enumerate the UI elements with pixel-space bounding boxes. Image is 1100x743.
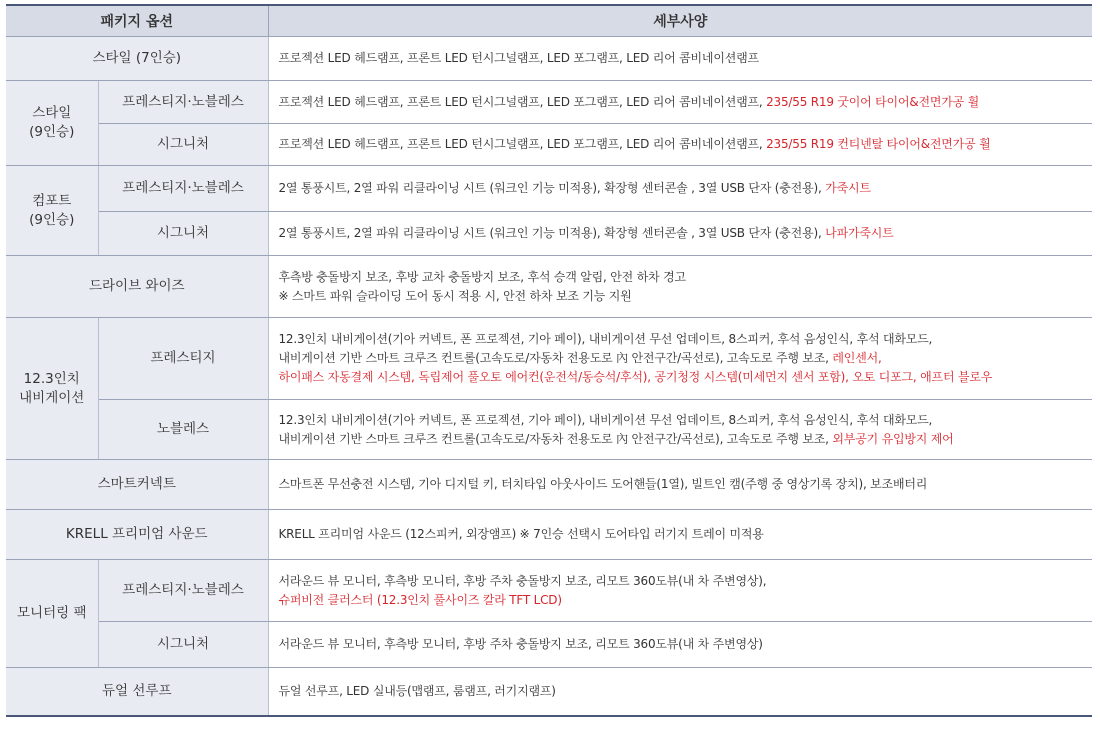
- table-row: [6, 124, 1092, 166]
- option-name: [6, 166, 98, 256]
- spec-cell: [268, 212, 1092, 256]
- table-row: [6, 256, 1092, 318]
- table-header-row: [6, 5, 1092, 37]
- table-row: [6, 81, 1092, 124]
- option-name: [6, 318, 98, 460]
- spec-text: 프로젝션 LED 헤드램프, 프론트 LED 턴시그널램프, LED 포그램프, LED 리어 콤비네이션램프,: [278, 137, 767, 151]
- spec-text: 2열 통풍시트, 2열 파워 리클라이닝 시트 (워크인 기능 미적용), 확장형 센터콘솔 , 3열 USB 단자 (충전용),: [278, 181, 826, 195]
- option-name: 스마트커넥트: [6, 460, 268, 510]
- option-name: KRELL 프리미엄 사운드: [6, 510, 268, 560]
- spec-highlight: 235/55 R19 컨티넨탈 타이어&전면가공 휠: [766, 137, 991, 151]
- spec-cell: [268, 560, 1092, 622]
- spec-cell: [268, 124, 1092, 166]
- spec-text: 내비게이션 기반 스마트 크루즈 컨트롤(고속도로/자동차 전용도로 內 안전구간/곡선로), 고속도로 주행 보조,: [278, 431, 833, 446]
- table-row: [6, 668, 1092, 716]
- spec-cell: [268, 81, 1092, 124]
- package-options-table: [6, 4, 1092, 717]
- spec-note: ※ 스마트 파워 슬라이딩 도어 동시 적용 시, 안전 하차 보조 기능 지원: [278, 288, 632, 303]
- option-name: 스타일 (7인승): [6, 37, 268, 81]
- trim-name: 노블레스: [98, 400, 268, 460]
- option-name-line: (9인승): [29, 211, 75, 228]
- spec-highlight-line: 하이패스 자동결제 시스템, 독립제어 풀오토 에어컨(운전석/동승석/후석), 공기청정 시스템(미세먼지 센서 포함), 오토 디포그, 애프터 블로우: [278, 370, 993, 384]
- table-row: [6, 510, 1092, 560]
- spec-line: 12.3인치 내비게이션(기아 커넥트, 폰 프로젝션, 기아 페이), 내비게이션 무선 업데이트, 8스피커, 후석 음성인식, 후석 대화모드,: [278, 412, 933, 427]
- trim-name: 프레스티지·노블레스: [98, 560, 268, 622]
- spec-line: [279, 349, 1083, 368]
- trim-name: 시그니처: [98, 212, 268, 256]
- option-name-line: 12.3인치: [23, 370, 80, 387]
- spec-text: 내비게이션 기반 스마트 크루즈 컨트롤(고속도로/자동차 전용도로 內 안전구간/곡선로), 고속도로 주행 보조,: [278, 351, 833, 365]
- spec-line: 후측방 충돌방지 보조, 후방 교차 충돌방지 보조, 후석 승객 알림, 안전 하차 경고: [278, 269, 686, 284]
- spec-text: 2열 통풍시트, 2열 파워 리클라이닝 시트 (워크인 기능 미적용), 확장형 센터콘솔 , 3열 USB 단자 (충전용),: [278, 226, 826, 240]
- spec-cell: 프로젝션 LED 헤드램프, 프론트 LED 턴시그널램프, LED 포그램프, LED 리어 콤비네이션램프: [268, 37, 1092, 81]
- spec-cell: 스마트폰 무선충전 시스템, 기아 디지털 키, 터치타입 아웃사이드 도어핸들(1열), 빌트인 캠(주행 중 영상기록 장치), 보조배터리: [268, 460, 1092, 510]
- table-row: [6, 166, 1092, 212]
- spec-line: [279, 430, 1083, 449]
- spec-cell: [268, 400, 1092, 460]
- option-name-line: (9인승): [29, 124, 75, 140]
- option-name: 듀얼 선루프: [6, 668, 268, 716]
- table-row: [6, 460, 1092, 510]
- spec-highlight: 외부공기 유입방지 제어: [832, 431, 954, 446]
- option-name: 모니터링 팩: [6, 560, 98, 668]
- spec-text: 프로젝션 LED 헤드램프, 프론트 LED 턴시그널램프, LED 포그램프, LED 리어 콤비네이션램프,: [278, 94, 767, 109]
- spec-cell: 듀얼 선루프, LED 실내등(맵램프, 룸램프, 러기지램프): [268, 668, 1092, 716]
- spec-highlight: 가죽시트: [825, 181, 871, 195]
- spec-cell: [268, 256, 1092, 318]
- table-row: [6, 212, 1092, 256]
- option-name-line: 컴포트: [32, 192, 72, 209]
- spec-line: 서라운드 뷰 모니터, 후측방 모니터, 후방 주차 충돌방지 보조, 리모트 360도뷰(내 차 주변영상),: [278, 573, 767, 588]
- package-options-table-wrapper: [6, 4, 1092, 717]
- table-row: [6, 400, 1092, 460]
- trim-name: 시그니처: [98, 124, 268, 166]
- spec-highlight-line: 슈퍼비전 클러스터 (12.3인치 풀사이즈 칼라 TFT LCD): [278, 592, 562, 607]
- trim-name: 프레스티지·노블레스: [98, 81, 268, 124]
- trim-name: 시그니처: [98, 622, 268, 668]
- spec-cell: KRELL 프리미엄 사운드 (12스피커, 외장앰프) ※ 7인승 선택시 도어타입 러기지 트레이 미적용: [268, 510, 1092, 560]
- spec-cell: [268, 166, 1092, 212]
- spec-highlight: 나파가죽시트: [825, 226, 894, 240]
- spec-line: 12.3인치 내비게이션(기아 커넥트, 폰 프로젝션, 기아 페이), 내비게이션 무선 업데이트, 8스피커, 후석 음성인식, 후석 대화모드,: [278, 332, 933, 346]
- option-name-line: 스타일: [32, 105, 72, 121]
- header-package-option: 패키지 옵션: [6, 5, 268, 37]
- table-row: [6, 37, 1092, 81]
- spec-cell: 서라운드 뷰 모니터, 후측방 모니터, 후방 주차 충돌방지 보조, 리모트 360도뷰(내 차 주변영상): [268, 622, 1092, 668]
- trim-name: 프레스티지·노블레스: [98, 166, 268, 212]
- option-name-line: 내비게이션: [19, 389, 85, 406]
- spec-highlight: 235/55 R19 굿이어 타이어&전면가공 휠: [766, 94, 980, 109]
- spec-highlight: 레인센서,: [832, 351, 882, 365]
- option-name: [6, 81, 98, 166]
- table-row: [6, 560, 1092, 622]
- option-name: 드라이브 와이즈: [6, 256, 268, 318]
- table-row: [6, 318, 1092, 400]
- header-spec: 세부사양: [268, 5, 1092, 37]
- table-row: [6, 622, 1092, 668]
- trim-name: 프레스티지: [98, 318, 268, 400]
- spec-cell: [268, 318, 1092, 400]
